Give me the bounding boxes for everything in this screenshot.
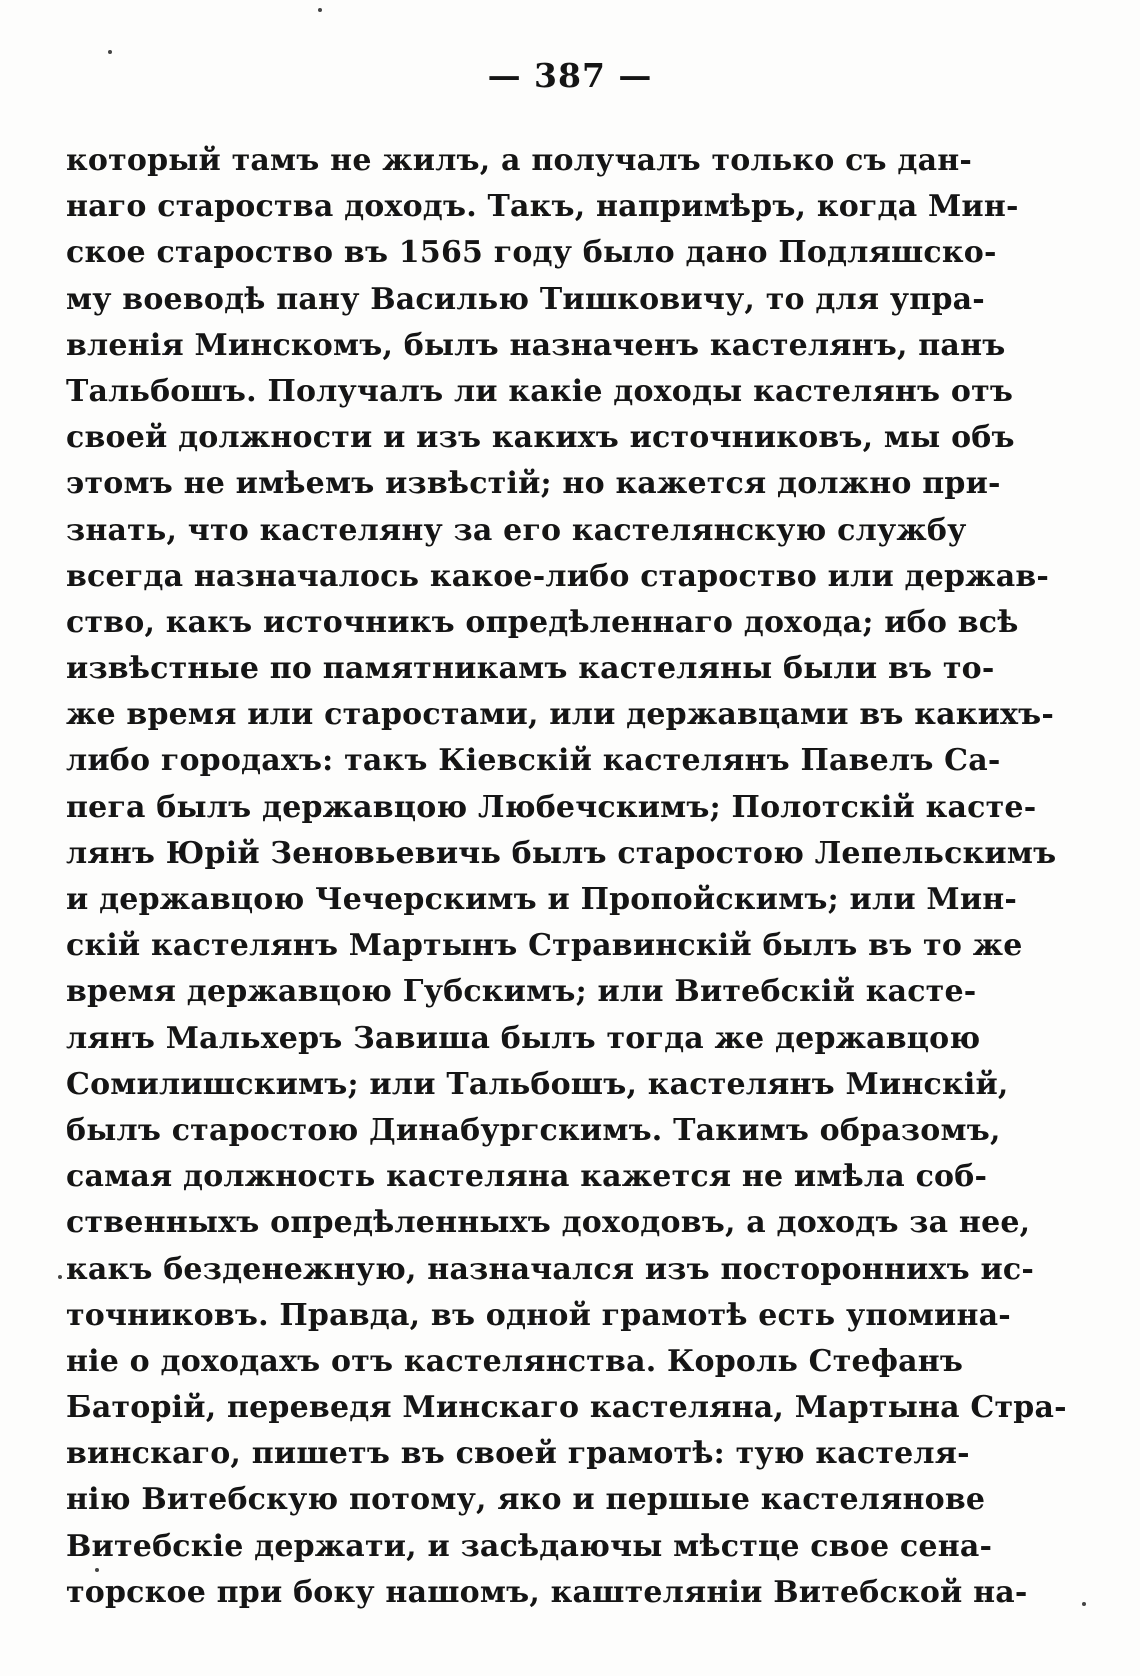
text-line: ское староство въ 1565 году было дано Подляшско- (66, 235, 997, 271)
text-line: Тальбошъ. Получалъ ли какіе доходы кастелянъ отъ (66, 373, 1014, 409)
text-line: своей должности и изъ какихъ источниковъ, мы объ (66, 420, 1015, 456)
text-line: лянъ Мальхеръ Завиша былъ тогда же державцою (66, 1020, 981, 1056)
text-line: какъ безденежную, назначался изъ постороннихъ ис- (66, 1251, 1035, 1287)
text-line: ство, какъ источникъ опредѣленнаго дохода; ибо всѣ (66, 604, 1019, 640)
text-line: му воеводѣ пану Василью Тишковичу, то для упра- (66, 281, 985, 317)
text-line: Баторій, переведя Минскаго кастеляна, Мартына Стра- (66, 1390, 1067, 1426)
text-line: который тамъ не жилъ, а получалъ только съ дан- (66, 143, 973, 178)
scan-speck (1082, 1602, 1086, 1606)
text-line: винскаго, пишетъ въ своей грамотѣ: тую кастеля- (66, 1436, 970, 1472)
text-line: либо городахъ: такъ Кіевскій кастелянъ Павелъ Са- (66, 743, 1001, 779)
text-line: знать, что кастеляну за его кастелянскую службу (66, 512, 967, 548)
scan-speck (58, 1275, 62, 1279)
scan-speck (108, 50, 112, 54)
text-line: точниковъ. Правда, въ одной грамотѣ есть упомина- (66, 1297, 1011, 1333)
text-line: былъ старостою Динабургскимъ. Такимъ образомъ, (66, 1112, 1001, 1148)
text-line: же время или старостами, или державцами въ какихъ- (66, 697, 1055, 733)
text-line: нію Витебскую потому, яко и першые кастелянове (66, 1482, 986, 1518)
body-text (66, 138, 1067, 1616)
text-line: извѣстные по памятникамъ кастеляны были въ то- (66, 651, 995, 687)
text-line: наго староства доходъ. Такъ, напримѣръ, когда Мин- (66, 189, 1019, 225)
page-number: — 387 — (487, 56, 653, 95)
text-line: время державцою Губскимъ; или Витебскій касте- (66, 974, 977, 1010)
text-line: этомъ не имѣемъ извѣстій; но кажется должно при- (66, 466, 1001, 502)
text-line: пега былъ державцою Любечскимъ; Полотскій касте- (66, 789, 1037, 825)
text-line: Витебскіе держати, и засѣдаючы мѣстце свое сена- (66, 1528, 993, 1564)
text-line: ніе о доходахъ отъ кастелянства. Король Стефанъ (66, 1343, 964, 1379)
scan-speck (318, 8, 322, 12)
text-line: вленія Минскомъ, былъ назначенъ кастелянъ, панъ (66, 327, 1006, 363)
text-line: лянъ Юрій Зеновьевичь былъ старостою Лепельскимъ (66, 835, 1057, 871)
text-line: ственныхъ опредѣленныхъ доходовъ, а доходъ за нее, (66, 1205, 1031, 1241)
text-line: Сомилишскимъ; или Тальбошъ, кастелянъ Минскій, (66, 1066, 1009, 1102)
scan-speck (95, 1568, 99, 1572)
text-line: самая должность кастеляна кажется не имѣла соб- (66, 1159, 988, 1195)
text-line: и державцою Чечерскимъ и Пропойскимъ; или Мин- (66, 882, 1018, 917)
text-line: торское при боку нашомъ, каштеляніи Витебской на- (66, 1574, 1028, 1610)
text-line: скій кастелянъ Мартынъ Стравинскій былъ въ то же (66, 928, 1023, 964)
text-line: всегда назначалось какое-либо староство или держав- (66, 558, 1050, 594)
